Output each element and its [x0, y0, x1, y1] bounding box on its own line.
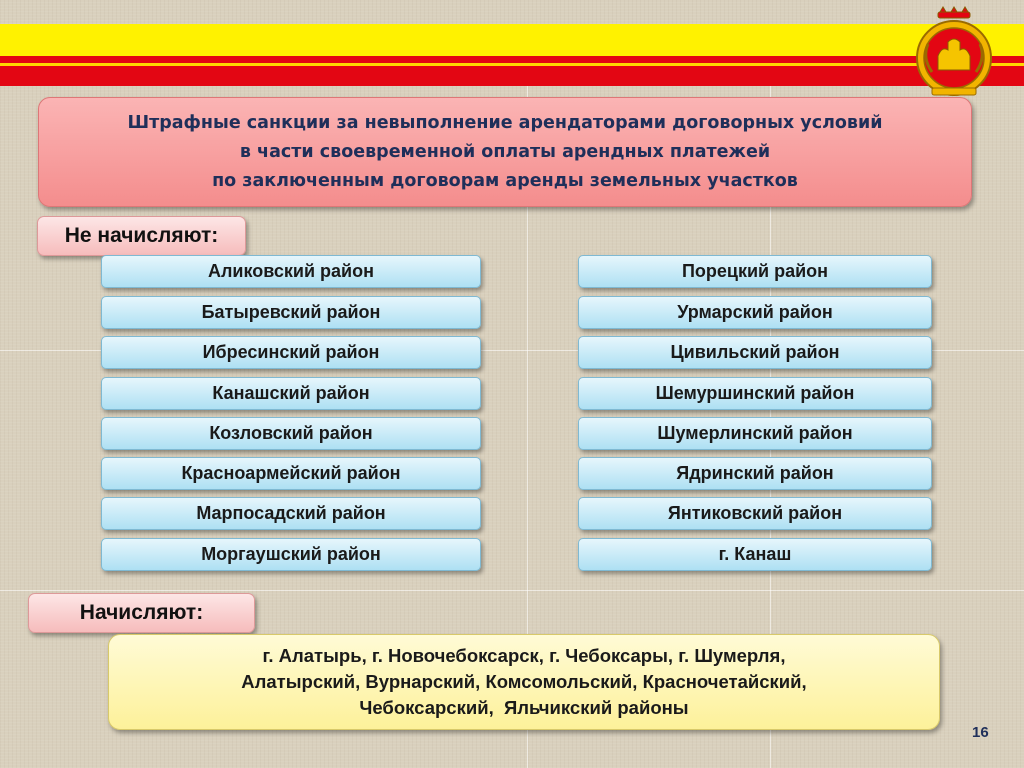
header-band-red-lower	[0, 66, 1024, 86]
district-item: Цивильский район	[578, 336, 932, 369]
title-line: по заключенным договорам аренды земельных участков	[212, 170, 798, 191]
header-band-yellow	[0, 24, 1024, 56]
charged-panel	[108, 634, 940, 730]
charged-line: Алатырский, Вурнарский, Комсомольский, Красночетайский,	[241, 671, 807, 692]
title-panel	[38, 97, 972, 207]
title-line: Штрафные санкции за невыполнение арендаторами договорных условий	[127, 112, 883, 133]
district-item: Шумерлинский район	[578, 417, 932, 450]
not-charged-label: Не начисляют:	[37, 216, 246, 256]
district-item: Янтиковский район	[578, 497, 932, 530]
header-band-red	[0, 56, 1024, 63]
district-item: Козловский район	[101, 417, 481, 450]
district-item: Батыревский район	[101, 296, 481, 329]
district-item: Марпосадский район	[101, 497, 481, 530]
page-number: 16	[972, 724, 989, 741]
bg-grid-line	[0, 590, 1024, 591]
district-item: Моргаушский район	[101, 538, 481, 571]
district-item: г. Канаш	[578, 538, 932, 571]
charged-line: Чебоксарский, Яльчикский районы	[359, 697, 689, 718]
district-item: Ядринский район	[578, 457, 932, 490]
district-item: Канашский район	[101, 377, 481, 410]
district-item: Шемуршинский район	[578, 377, 932, 410]
charged-line: г. Алатырь, г. Новочебоксарск, г. Чебоксары, г. Шумерля,	[262, 645, 786, 666]
district-item: Урмарский район	[578, 296, 932, 329]
chuvash-emblem-icon	[908, 4, 1000, 98]
title-line: в части своевременной оплаты арендных платежей	[239, 141, 771, 162]
district-item: Ибресинский район	[101, 336, 481, 369]
district-item: Аликовский район	[101, 255, 481, 288]
district-item: Красноармейский район	[101, 457, 481, 490]
charged-label: Начисляют:	[28, 593, 255, 633]
district-item: Порецкий район	[578, 255, 932, 288]
